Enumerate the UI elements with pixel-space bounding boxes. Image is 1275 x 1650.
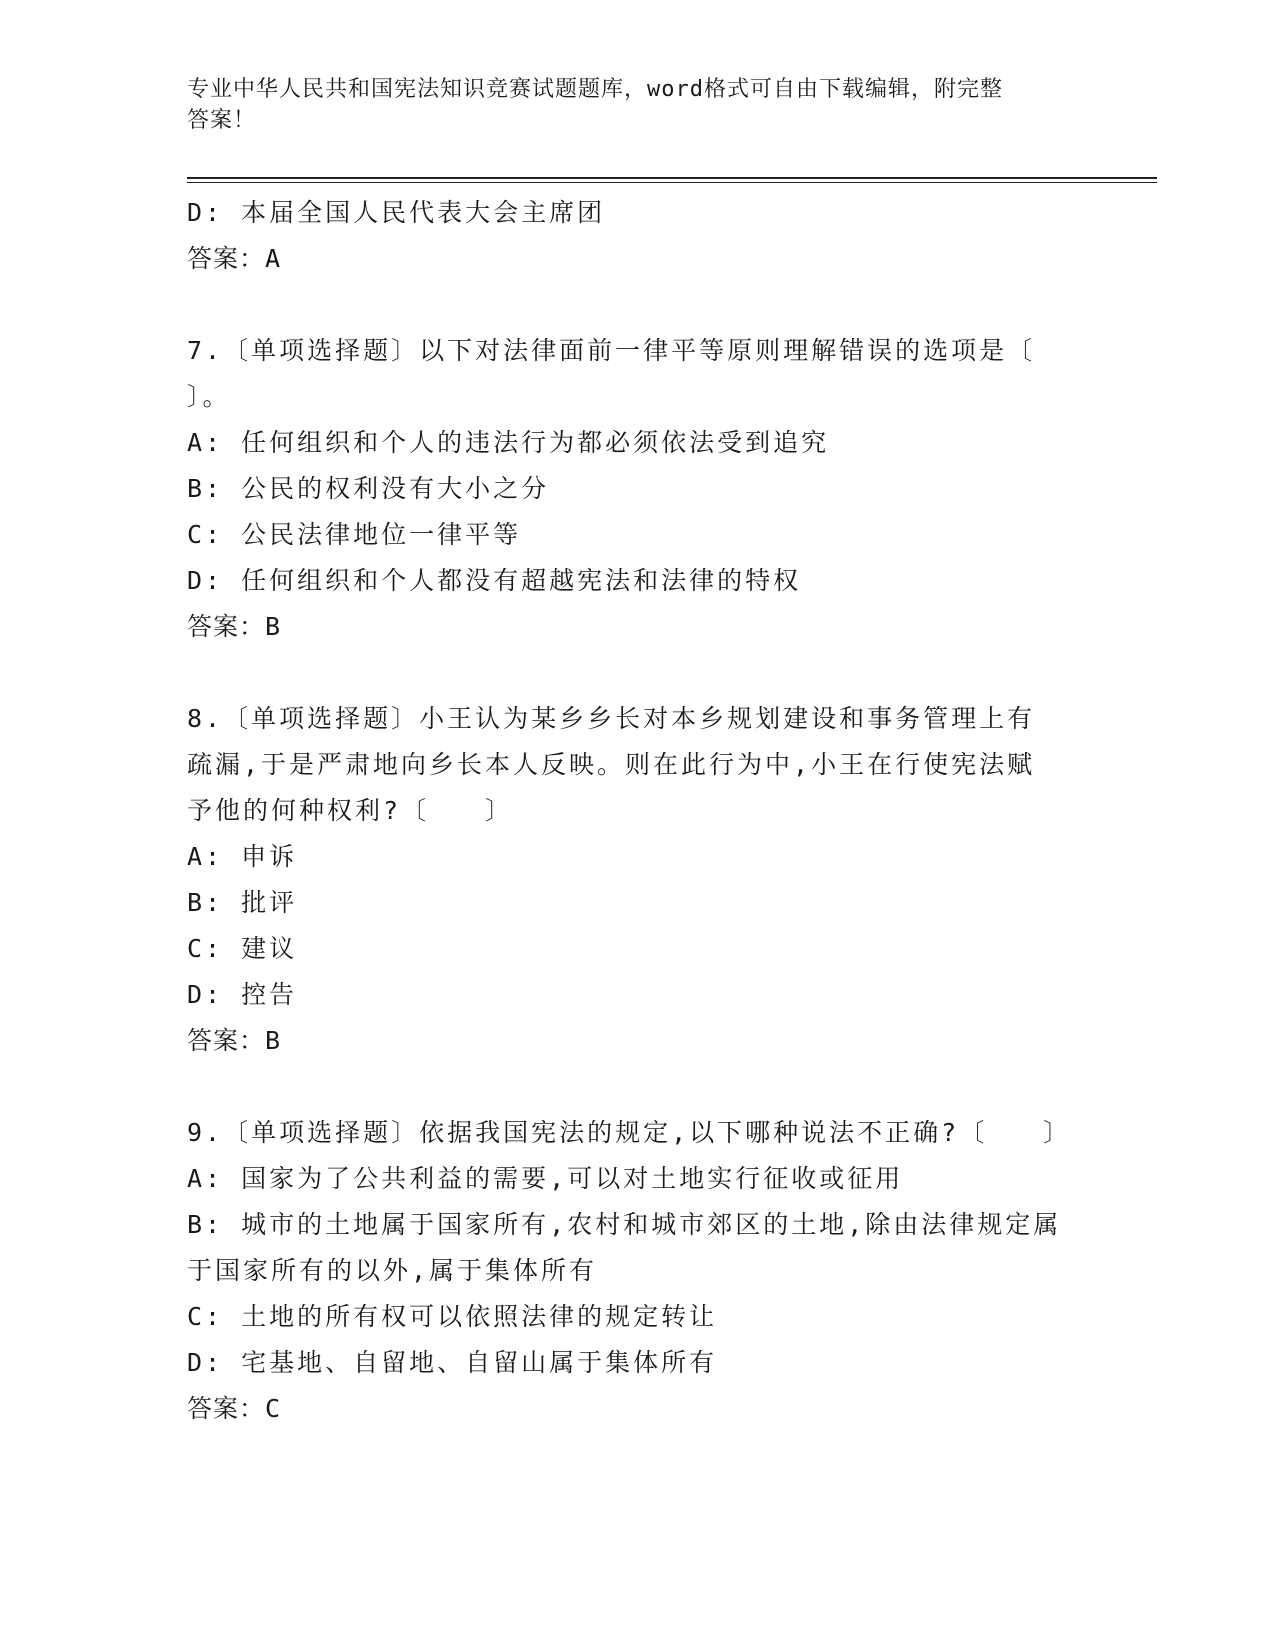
option-a: A: 任何组织和个人的违法行为都必须依法受到追究: [187, 428, 830, 457]
question-8-text-line-1: 8.〔单项选择题〕小王认为某乡乡长对本乡规划建设和事务管理上有: [187, 704, 1036, 733]
header-line-1: 专业中华人民共和国宪法知识竞赛试题题库，word格式可自由下载编辑，附完整: [187, 77, 1003, 102]
option-c: C: 土地的所有权可以依照法律的规定转让: [187, 1302, 718, 1331]
header-divider-thin: [187, 182, 1157, 183]
question-block-8: [187, 696, 1087, 1064]
option-b-line-1: B: 城市的土地属于国家所有,农村和城市郊区的土地,除由法律规定属: [187, 1210, 1062, 1239]
document-page: [187, 0, 1157, 1650]
answer: 答案：B: [187, 612, 282, 641]
question-block-7: [187, 328, 1087, 650]
document-header: [187, 74, 1067, 136]
question-7-text-line-2: 〕。: [187, 382, 231, 411]
option-d: D: 任何组织和个人都没有超越宪法和法律的特权: [187, 566, 802, 595]
answer: 答案：B: [187, 1026, 282, 1055]
question-block-9: [187, 1110, 1087, 1432]
spacer: [187, 282, 1087, 328]
option-b: B: 批评: [187, 888, 298, 917]
question-7-text-line-1: 7.〔单项选择题〕以下对法律面前一律平等原则理解错误的选项是〔: [187, 336, 1036, 365]
option-d: D: 本届全国人民代表大会主席团: [187, 198, 606, 227]
option-a: A: 申诉: [187, 842, 298, 871]
option-a: A: 国家为了公共利益的需要,可以对土地实行征收或征用: [187, 1164, 904, 1193]
header-line-2: 答案！: [187, 108, 257, 133]
option-b: B: 公民的权利没有大小之分: [187, 474, 550, 503]
question-9-text-line-1: 9.〔单项选择题〕依据我国宪法的规定,以下哪种说法不正确?〔 〕: [187, 1118, 1072, 1147]
question-block-prev: [187, 190, 1087, 282]
question-8-text-line-2: 疏漏,于是严肃地向乡长本人反映。则在此行为中,小王在行使宪法赋: [187, 750, 1036, 779]
option-d: D: 控告: [187, 980, 298, 1009]
spacer: [187, 1064, 1087, 1110]
spacer: [187, 650, 1087, 696]
option-b-line-2: 于国家所有的以外,属于集体所有: [187, 1256, 598, 1285]
header-divider-thick: [187, 177, 1157, 179]
answer: 答案：C: [187, 1394, 282, 1423]
answer: 答案：A: [187, 244, 282, 273]
document-content: [187, 190, 1087, 1432]
option-d: D: 宅基地、自留地、自留山属于集体所有: [187, 1348, 718, 1377]
option-c: C: 建议: [187, 934, 298, 963]
option-c: C: 公民法律地位一律平等: [187, 520, 522, 549]
question-8-text-line-3: 予他的何种权利?〔 〕: [187, 796, 514, 825]
